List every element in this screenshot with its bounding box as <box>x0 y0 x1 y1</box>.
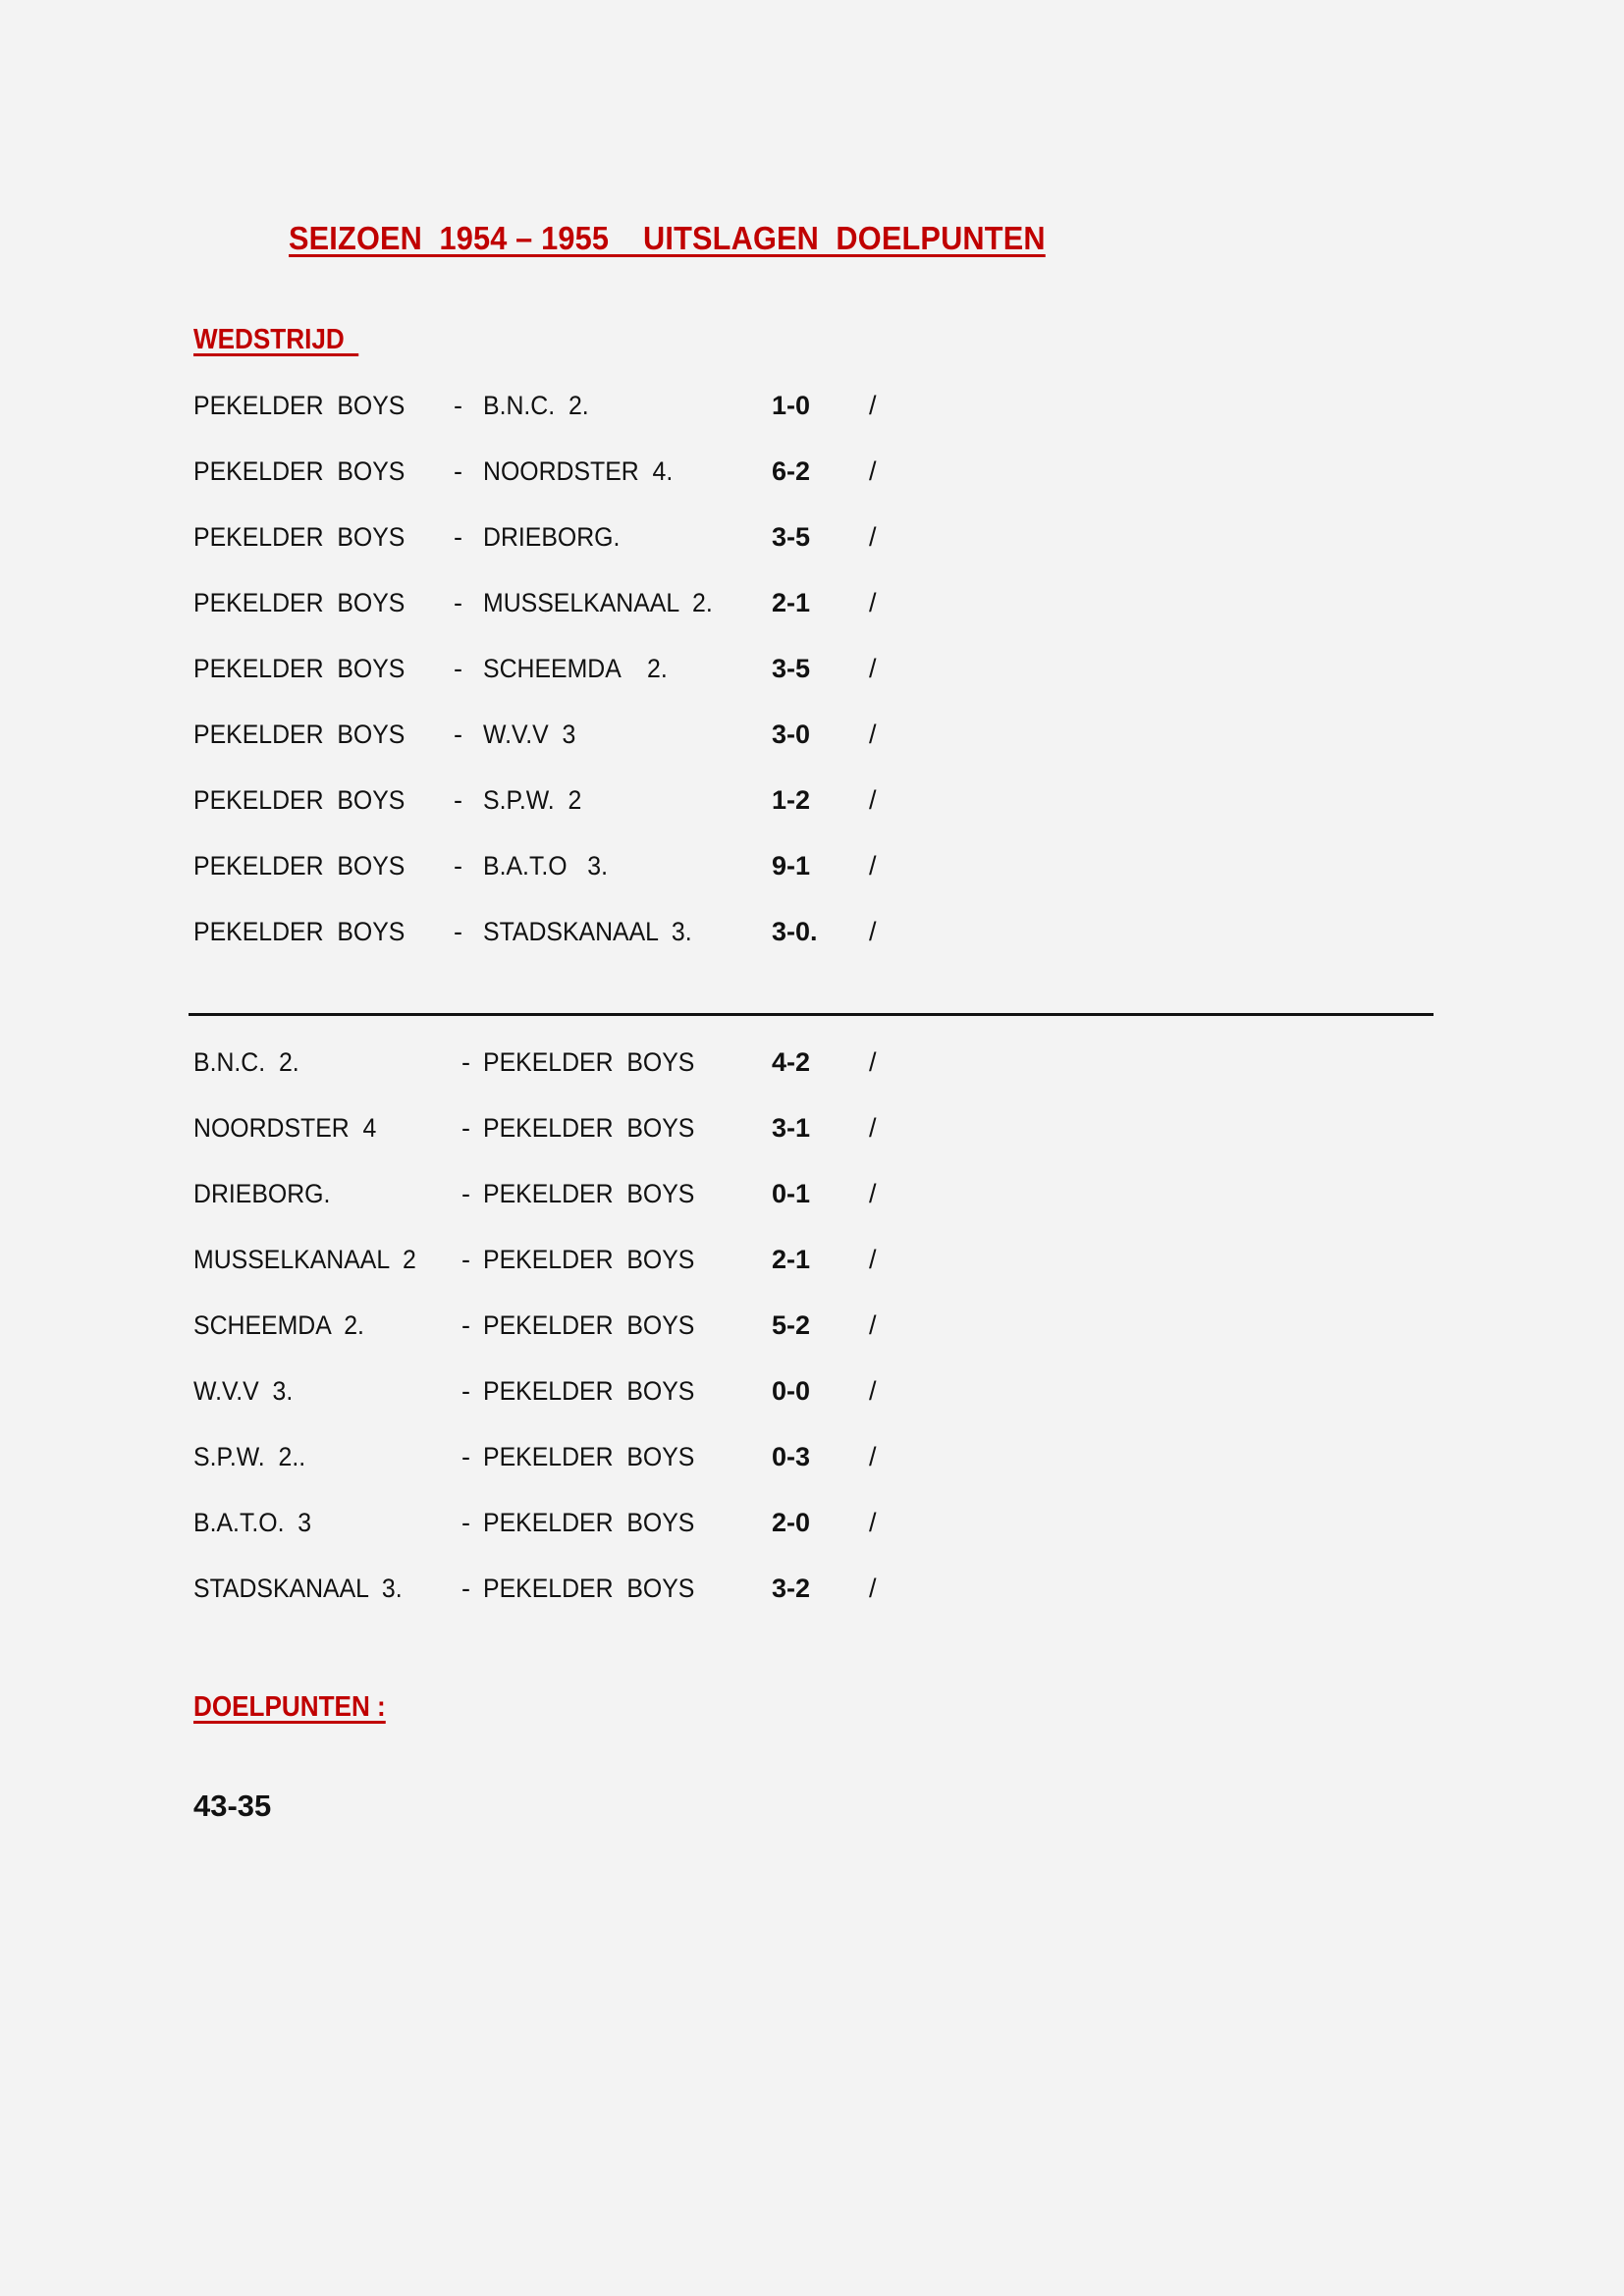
away-team: SCHEEMDA 2. <box>483 654 668 683</box>
match-row <box>0 1245 1624 1284</box>
home-team: PEKELDER BOYS <box>193 851 406 881</box>
mark: / <box>869 1310 877 1340</box>
mark: / <box>869 1047 877 1077</box>
away-team: MUSSELKANAAL 2. <box>483 588 713 617</box>
mark: / <box>869 1508 877 1537</box>
away-team: PEKELDER BOYS <box>483 1574 695 1603</box>
score: 2-0 <box>772 1508 811 1537</box>
score: 2-1 <box>772 1245 811 1274</box>
separator: - <box>454 456 462 486</box>
match-row <box>0 588 1624 627</box>
home-team: PEKELDER BOYS <box>193 456 406 486</box>
mark: / <box>869 588 877 617</box>
match-row <box>0 1574 1624 1613</box>
mark: / <box>869 522 877 552</box>
mark: / <box>869 654 877 683</box>
score: 0-3 <box>772 1442 811 1471</box>
home-team: DRIEBORG. <box>193 1179 331 1208</box>
match-row <box>0 522 1624 561</box>
mark: / <box>869 851 877 881</box>
match-row <box>0 1442 1624 1481</box>
separator: - <box>461 1179 470 1208</box>
separator: - <box>454 588 462 617</box>
home-team: MUSSELKANAAL 2 <box>193 1245 416 1274</box>
mark: / <box>869 1245 877 1274</box>
score: 3-2 <box>772 1574 811 1603</box>
home-team: STADSKANAAL 3. <box>193 1574 403 1603</box>
away-team: PEKELDER BOYS <box>483 1245 695 1274</box>
goals-total: 43-35 <box>193 1789 272 1823</box>
home-team: S.P.W. 2.. <box>193 1442 306 1471</box>
away-team: PEKELDER BOYS <box>483 1376 695 1406</box>
away-team: NOORDSTER 4. <box>483 456 674 486</box>
mark: / <box>869 1179 877 1208</box>
score: 0-1 <box>772 1179 811 1208</box>
match-row <box>0 1310 1624 1350</box>
mark: / <box>869 917 877 946</box>
match-row <box>0 391 1624 430</box>
separator: - <box>454 785 462 815</box>
match-row <box>0 456 1624 496</box>
home-team: W.V.V 3. <box>193 1376 294 1406</box>
match-row <box>0 1508 1624 1547</box>
away-team: PEKELDER BOYS <box>483 1179 695 1208</box>
home-team: PEKELDER BOYS <box>193 917 406 946</box>
home-team: PEKELDER BOYS <box>193 588 406 617</box>
away-team: W.V.V 3 <box>483 720 576 749</box>
away-team: PEKELDER BOYS <box>483 1113 695 1143</box>
separator: - <box>454 654 462 683</box>
home-team: PEKELDER BOYS <box>193 522 406 552</box>
match-row <box>0 1113 1624 1152</box>
mark: / <box>869 1442 877 1471</box>
score: 0-0 <box>772 1376 811 1406</box>
separator: - <box>461 1310 470 1340</box>
match-row <box>0 785 1624 825</box>
match-row <box>0 720 1624 759</box>
separator: - <box>461 1574 470 1603</box>
home-team: PEKELDER BOYS <box>193 720 406 749</box>
home-team: B.A.T.O. 3 <box>193 1508 312 1537</box>
separator: - <box>454 851 462 881</box>
score: 6-2 <box>772 456 811 486</box>
mark: / <box>869 1376 877 1406</box>
away-team: S.P.W. 2 <box>483 785 582 815</box>
separator: - <box>461 1047 470 1077</box>
separator: - <box>454 720 462 749</box>
mark: / <box>869 456 877 486</box>
score: 3-5 <box>772 654 811 683</box>
match-row <box>0 1047 1624 1087</box>
score: 1-2 <box>772 785 811 815</box>
match-row <box>0 1179 1624 1218</box>
divider <box>189 1013 1434 1016</box>
away-team: PEKELDER BOYS <box>483 1508 695 1537</box>
separator: - <box>461 1113 470 1143</box>
home-team: PEKELDER BOYS <box>193 391 406 420</box>
home-team: B.N.C. 2. <box>193 1047 299 1077</box>
match-row <box>0 654 1624 693</box>
away-team: B.N.C. 2. <box>483 391 589 420</box>
score: 3-5 <box>772 522 811 552</box>
page-title: SEIZOEN 1954 – 1955 UITSLAGEN DOELPUNTEN <box>289 220 1046 256</box>
away-team: DRIEBORG. <box>483 522 621 552</box>
score: 3-0 <box>772 720 811 749</box>
score: 1-0 <box>772 391 811 420</box>
away-team: STADSKANAAL 3. <box>483 917 692 946</box>
match-row <box>0 1376 1624 1415</box>
separator: - <box>461 1376 470 1406</box>
away-team: B.A.T.O 3. <box>483 851 609 881</box>
separator: - <box>454 522 462 552</box>
separator: - <box>461 1245 470 1274</box>
separator: - <box>461 1442 470 1471</box>
mark: / <box>869 785 877 815</box>
separator: - <box>454 391 462 420</box>
away-team: PEKELDER BOYS <box>483 1047 695 1077</box>
match-row <box>0 851 1624 890</box>
away-team: PEKELDER BOYS <box>483 1442 695 1471</box>
match-row <box>0 917 1624 956</box>
score: 4-2 <box>772 1047 811 1077</box>
goals-heading: DOELPUNTEN : <box>193 1691 386 1723</box>
score: 3-0. <box>772 917 818 946</box>
away-team: PEKELDER BOYS <box>483 1310 695 1340</box>
home-team: PEKELDER BOYS <box>193 785 406 815</box>
home-team: PEKELDER BOYS <box>193 654 406 683</box>
mark: / <box>869 720 877 749</box>
score: 9-1 <box>772 851 811 881</box>
separator: - <box>454 917 462 946</box>
mark: / <box>869 1113 877 1143</box>
score: 2-1 <box>772 588 811 617</box>
home-team: NOORDSTER 4 <box>193 1113 377 1143</box>
score: 3-1 <box>772 1113 811 1143</box>
mark: / <box>869 391 877 420</box>
mark: / <box>869 1574 877 1603</box>
score: 5-2 <box>772 1310 811 1340</box>
separator: - <box>461 1508 470 1537</box>
matches-heading: WEDSTRIJD <box>193 324 359 355</box>
home-team: SCHEEMDA 2. <box>193 1310 364 1340</box>
